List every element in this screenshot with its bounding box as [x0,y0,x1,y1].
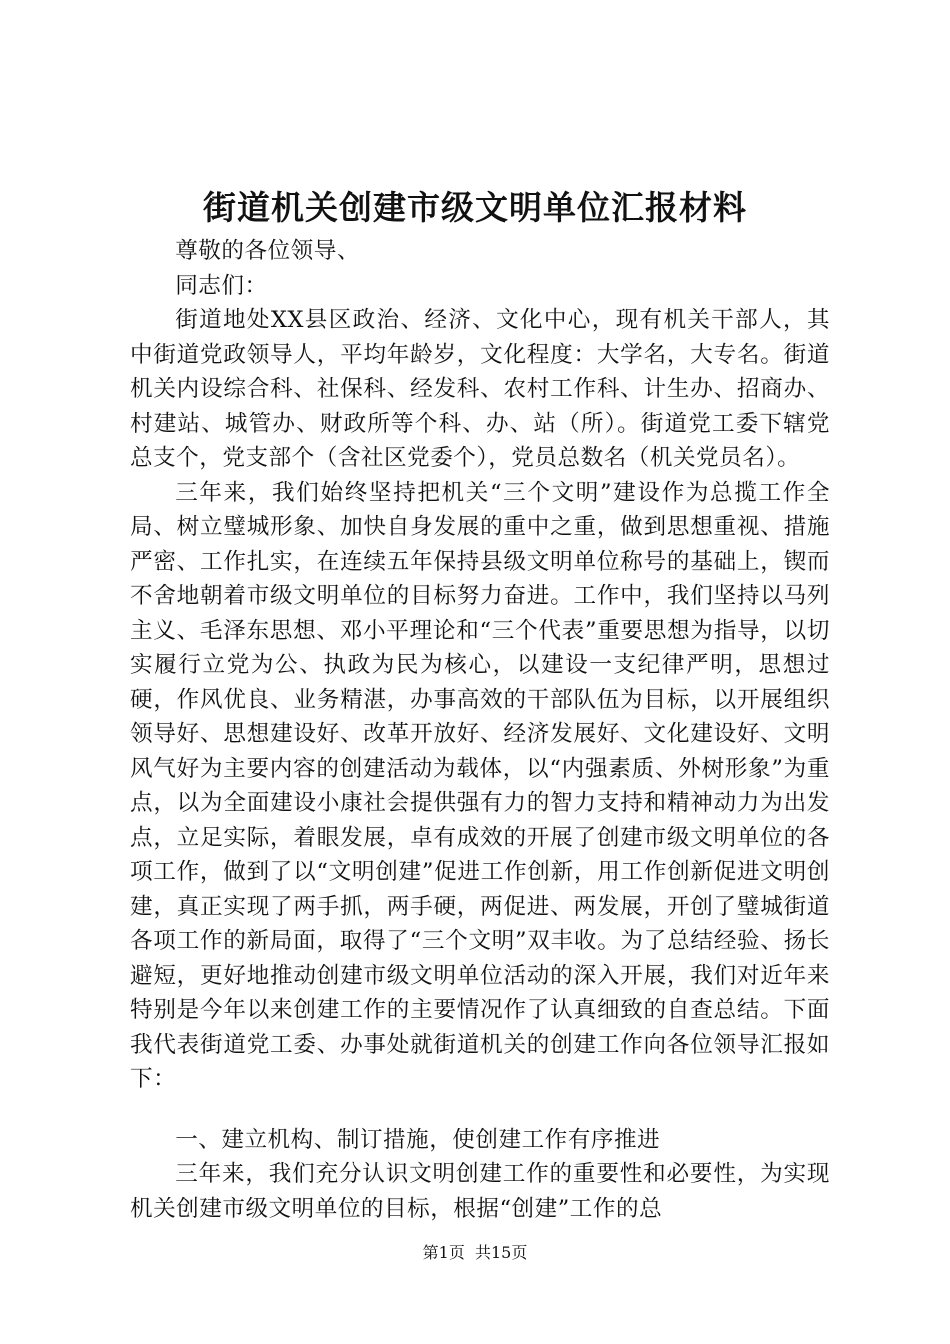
paragraph-intro: 街道地处XX县区政治、经济、文化中心，现有机关干部人，其中街道党政领导人，平均年龄岁，文化程度：大学名，大专名。街道机关内设综合科、社保科、经发科、农村工作科、计生办、招商办、村建站、城管办、财政所等个科、办、站（所）。街道党工委下辖党总支个，党支部个（含社区党委个），党员总数名（机关党员名）。 [130,307,830,471]
section-heading: 一、建立机构、制订措施，使创建工作有序推进 [175,1126,661,1153]
document-body [130,234,830,1226]
paragraph-overview: 三年来，我们始终坚持把机关“三个文明”建设作为总揽工作全局、树立璧城形象、加快自身发展的重中之重，做到思想重视、措施严密、工作扎实，在连续五年保持县级文明单位称号的基础上，锲而不舍地朝着市级文明单位的目标努力奋进。工作中，我们坚持以马列主义、毛泽东思想、邓小平理论和“三个代表”重要思想为指导，以切实履行立党为公、执政为民为核心，以建设一支纪律严明，思想过硬，作风优良、业务精湛，办事高效的干部队伍为目标，以开展组织领导好、思想建设好、改革开放好、经济发展好、文化建设好、文明风气好为主要内容的创建活动为载体，以“内强素质、外树形象”为重点，以为全面建设小康社会提供强有力的智力支持和精神动力为出发点，立足实际，着眼发展，卓有成效的开展了创建市级文明单位的各项工作，做到了以“文明创建”促进工作创新，用工作创新促进文明创建，真正实现了两手抓，两手硬，两促进、两发展，开创了璧城街道各项工作的新局面，取得了“三个文明”双丰收。为了总结经验、扬长避短，更好地推动创建市级文明单位活动的深入开展，我们对近年来特别是今年以来创建工作的主要情况作了认真细致的自查总结。下面我代表街道党工委、办事处就街道机关的创建工作向各位领导汇报如下： [130,479,830,1092]
salutation-line-1: 尊敬的各位领导、 [175,238,360,264]
section-paragraph: 三年来，我们充分认识文明创建工作的重要性和必要性，为实现机关创建市级文明单位的目标，根据“创建”工作的总 [130,1161,830,1222]
page-footer [0,1241,950,1265]
document-title: 街道机关创建市级文明单位汇报材料 [203,188,747,227]
salutation-line-2: 同志们： [175,272,268,299]
page-number-label: 第1页 共15页 [422,1243,528,1262]
